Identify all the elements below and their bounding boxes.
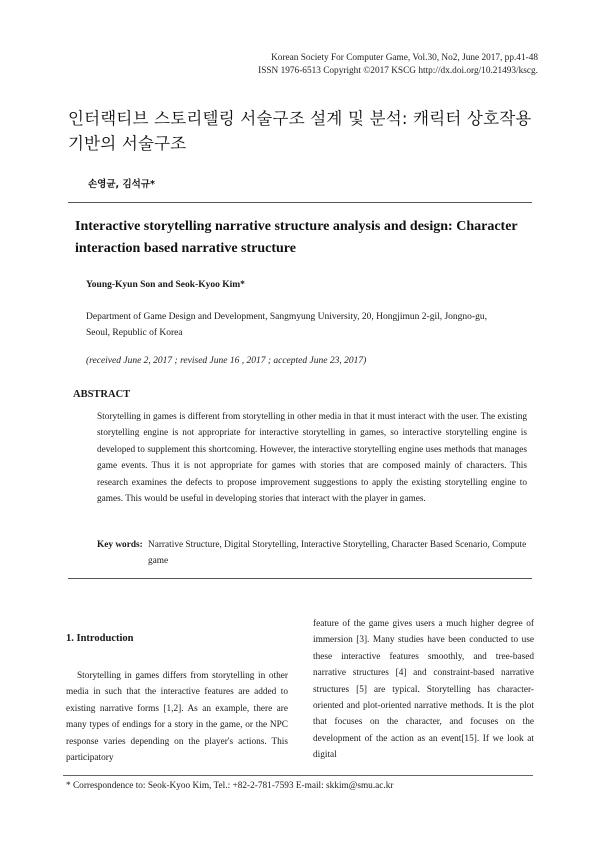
correspondence-footnote: * Correspondence to: Seok-Kyoo Kim, Tel.: +82-2-781-7593 E-mail: skkim@smu.ac.kr — [66, 781, 394, 791]
intro-right-paragraph: feature of the game gives users a much higher degree of immersion [3]. Many studies have been conducted to use these interactive features smoothly, and tree-based narrative structures [4] and constraint-based narrative structures [5] are typical. Storytelling has character-oriented and plot-oriented narrative methods. It is the plot that focuses on the character, and focuses on the development of the action as an event[15]. If we look at digital — [313, 619, 534, 761]
intro-right-column — [313, 616, 534, 764]
received-dates: (received June 2, 2017 ; revised June 16 , 2017 ; accepted June 23, 2017) — [86, 356, 367, 366]
journal-header-line: Korean Society For Computer Game, Vol.30, No2, June 2017, pp.41-48 — [271, 53, 538, 63]
english-authors: Young-Kyun Son and Seok-Kyoo Kim* — [86, 280, 245, 290]
abstract-heading: ABSTRACT — [73, 389, 131, 400]
abstract-divider — [68, 578, 532, 579]
korean-authors: 손영균, 김석규* — [88, 179, 155, 190]
affiliation: Department of Game Design and Development, Sangmyung University, 20, Hongjimun 2-gil, Jongno-gu, Seoul, Republic of Korea — [86, 312, 487, 338]
section-heading-introduction: 1. Introduction — [66, 633, 134, 644]
keywords-label: Key words: — [97, 540, 143, 550]
title-divider — [68, 202, 532, 203]
footnote-divider — [63, 775, 533, 776]
keywords-text: Narrative Structure, Digital Storytelling, Interactive Storytelling, Character Based Scenario, Compute game — [148, 540, 527, 567]
english-title: Interactive storytelling narrative structure analysis and design: Character interaction based narrative structure — [75, 219, 518, 256]
intro-left-column — [66, 668, 288, 766]
abstract-body: Storytelling in games is different from storytelling in other media in that it must interact with the user. The existing storytelling engine is not appropriate for interactive storytelling in games, so interactive storytelling engine is developed to supplement this shortcoming. However, the interactive storytelling engine uses methods that manages game events. Thus it is not appropriate for games with stories that are composed mainly of characters. This research examines the defects to propose improvement suggestions to apply the existing storytelling engine to games. This would be useful in developing stories that interact with the player in games. — [97, 412, 527, 505]
korean-title: 인터랙티브 스토리텔링 서술구조 설계 및 분석: 캐릭터 상호작용 기반의 서술구조 — [68, 109, 532, 153]
intro-left-paragraph: Storytelling in games differs from storytelling in other media in such that the interactive features are added to existing narrative forms [1,2]. As an example, there are many types of endings for a story in the game, or the NPC response varies depending on the player's actions. This participatory — [66, 671, 288, 764]
issn-header-line: ISSN 1976-6513 Copyright ©2017 KSCG http://dx.doi.org/10.21493/kscg. — [258, 66, 538, 76]
